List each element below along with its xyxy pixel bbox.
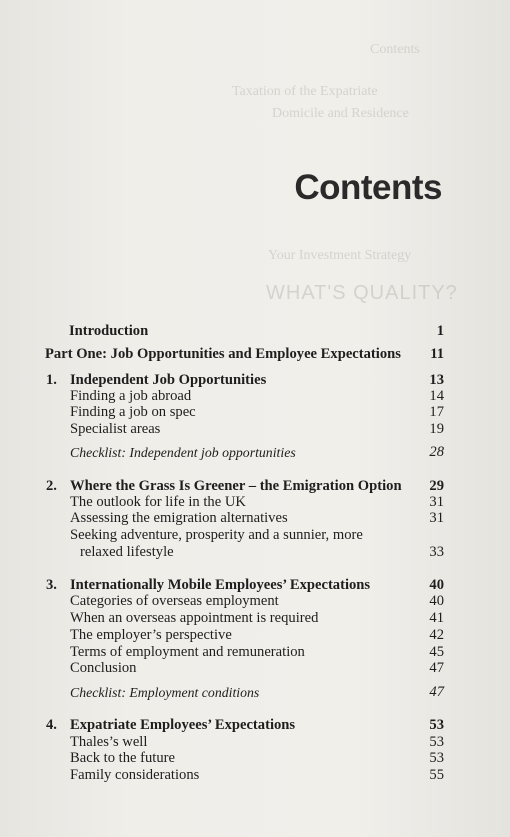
chapter-page: 29	[429, 478, 444, 494]
toc-item-page: 40	[429, 593, 444, 609]
toc-item-label: Finding a job abroad	[70, 388, 192, 404]
chapter-number: 1.	[46, 372, 57, 388]
toc-entry-label: Part One: Job Opportunities and Employee Expectations	[45, 346, 401, 362]
bleed-through-text: Your Investment Strategy	[268, 248, 412, 263]
toc-item-label: Assessing the emigration alternatives	[70, 510, 288, 526]
checklist-label: Checklist: Employment conditions	[70, 685, 260, 700]
toc-item-label: Specialist areas	[70, 421, 161, 437]
bleed-through-text: Contents	[370, 42, 420, 57]
toc-entry-page: 11	[430, 346, 444, 362]
toc-item-label: The employer’s perspective	[70, 627, 232, 643]
toc-item-page: 53	[429, 750, 444, 766]
toc-item-label: When an overseas appointment is required	[70, 610, 319, 626]
toc-item-page: 47	[429, 660, 444, 676]
toc-entry-label: Introduction	[69, 323, 149, 339]
bleed-through-text: Taxation of the Expatriate	[232, 84, 378, 99]
toc-item-page: 31	[429, 494, 444, 510]
toc-item-page: 53	[429, 734, 444, 750]
toc-entry-page: 1	[436, 323, 444, 339]
checklist-label: Checklist: Independent job opportunities	[70, 445, 296, 460]
toc-item-label: Thales’s well	[70, 734, 148, 750]
bleed-through-text: WHAT'S QUALITY?	[266, 282, 458, 304]
toc-item-page: 17	[429, 404, 444, 420]
chapter-number: 4.	[46, 717, 57, 733]
chapter-page: 13	[429, 372, 444, 388]
chapter-number: 2.	[46, 478, 57, 494]
chapter-title: Expatriate Employees’ Expectations	[70, 717, 296, 733]
toc-item-label: Categories of overseas employment	[70, 593, 279, 609]
toc-item-label: Terms of employment and remuneration	[70, 644, 305, 660]
toc-item-page: 45	[429, 644, 444, 660]
toc-item-page: 19	[429, 421, 444, 437]
checklist-page: 28	[429, 444, 444, 460]
toc-item-page: 14	[429, 388, 444, 404]
chapter-title: Where the Grass Is Greener – the Emigration Option	[70, 478, 402, 494]
checklist-page: 47	[429, 684, 444, 700]
toc-item-label: Back to the future	[70, 750, 175, 766]
bleed-through-text: Domicile and Residence	[272, 106, 409, 121]
chapter-title: Independent Job Opportunities	[70, 372, 267, 388]
chapter-page: 53	[429, 717, 444, 733]
toc-item-label: The outlook for life in the UK	[70, 494, 246, 510]
toc-item-label: relaxed lifestyle	[80, 544, 174, 560]
toc-item-label: Seeking adventure, prosperity and a sunnier, more	[70, 527, 363, 543]
chapter-number: 3.	[46, 577, 57, 593]
page-title: Contents	[294, 168, 442, 207]
toc-item-label: Family considerations	[70, 767, 200, 783]
toc-item-page: 33	[429, 544, 444, 560]
chapter-title: Internationally Mobile Employees’ Expectations	[70, 577, 371, 593]
toc-item-page: 31	[429, 510, 444, 526]
toc-item-page: 41	[429, 610, 444, 626]
toc-item-page: 55	[429, 767, 444, 783]
toc-item-page: 42	[429, 627, 444, 643]
chapter-page: 40	[429, 577, 444, 593]
toc-item-label: Conclusion	[70, 660, 137, 676]
toc-item-label: Finding a job on spec	[70, 404, 196, 420]
